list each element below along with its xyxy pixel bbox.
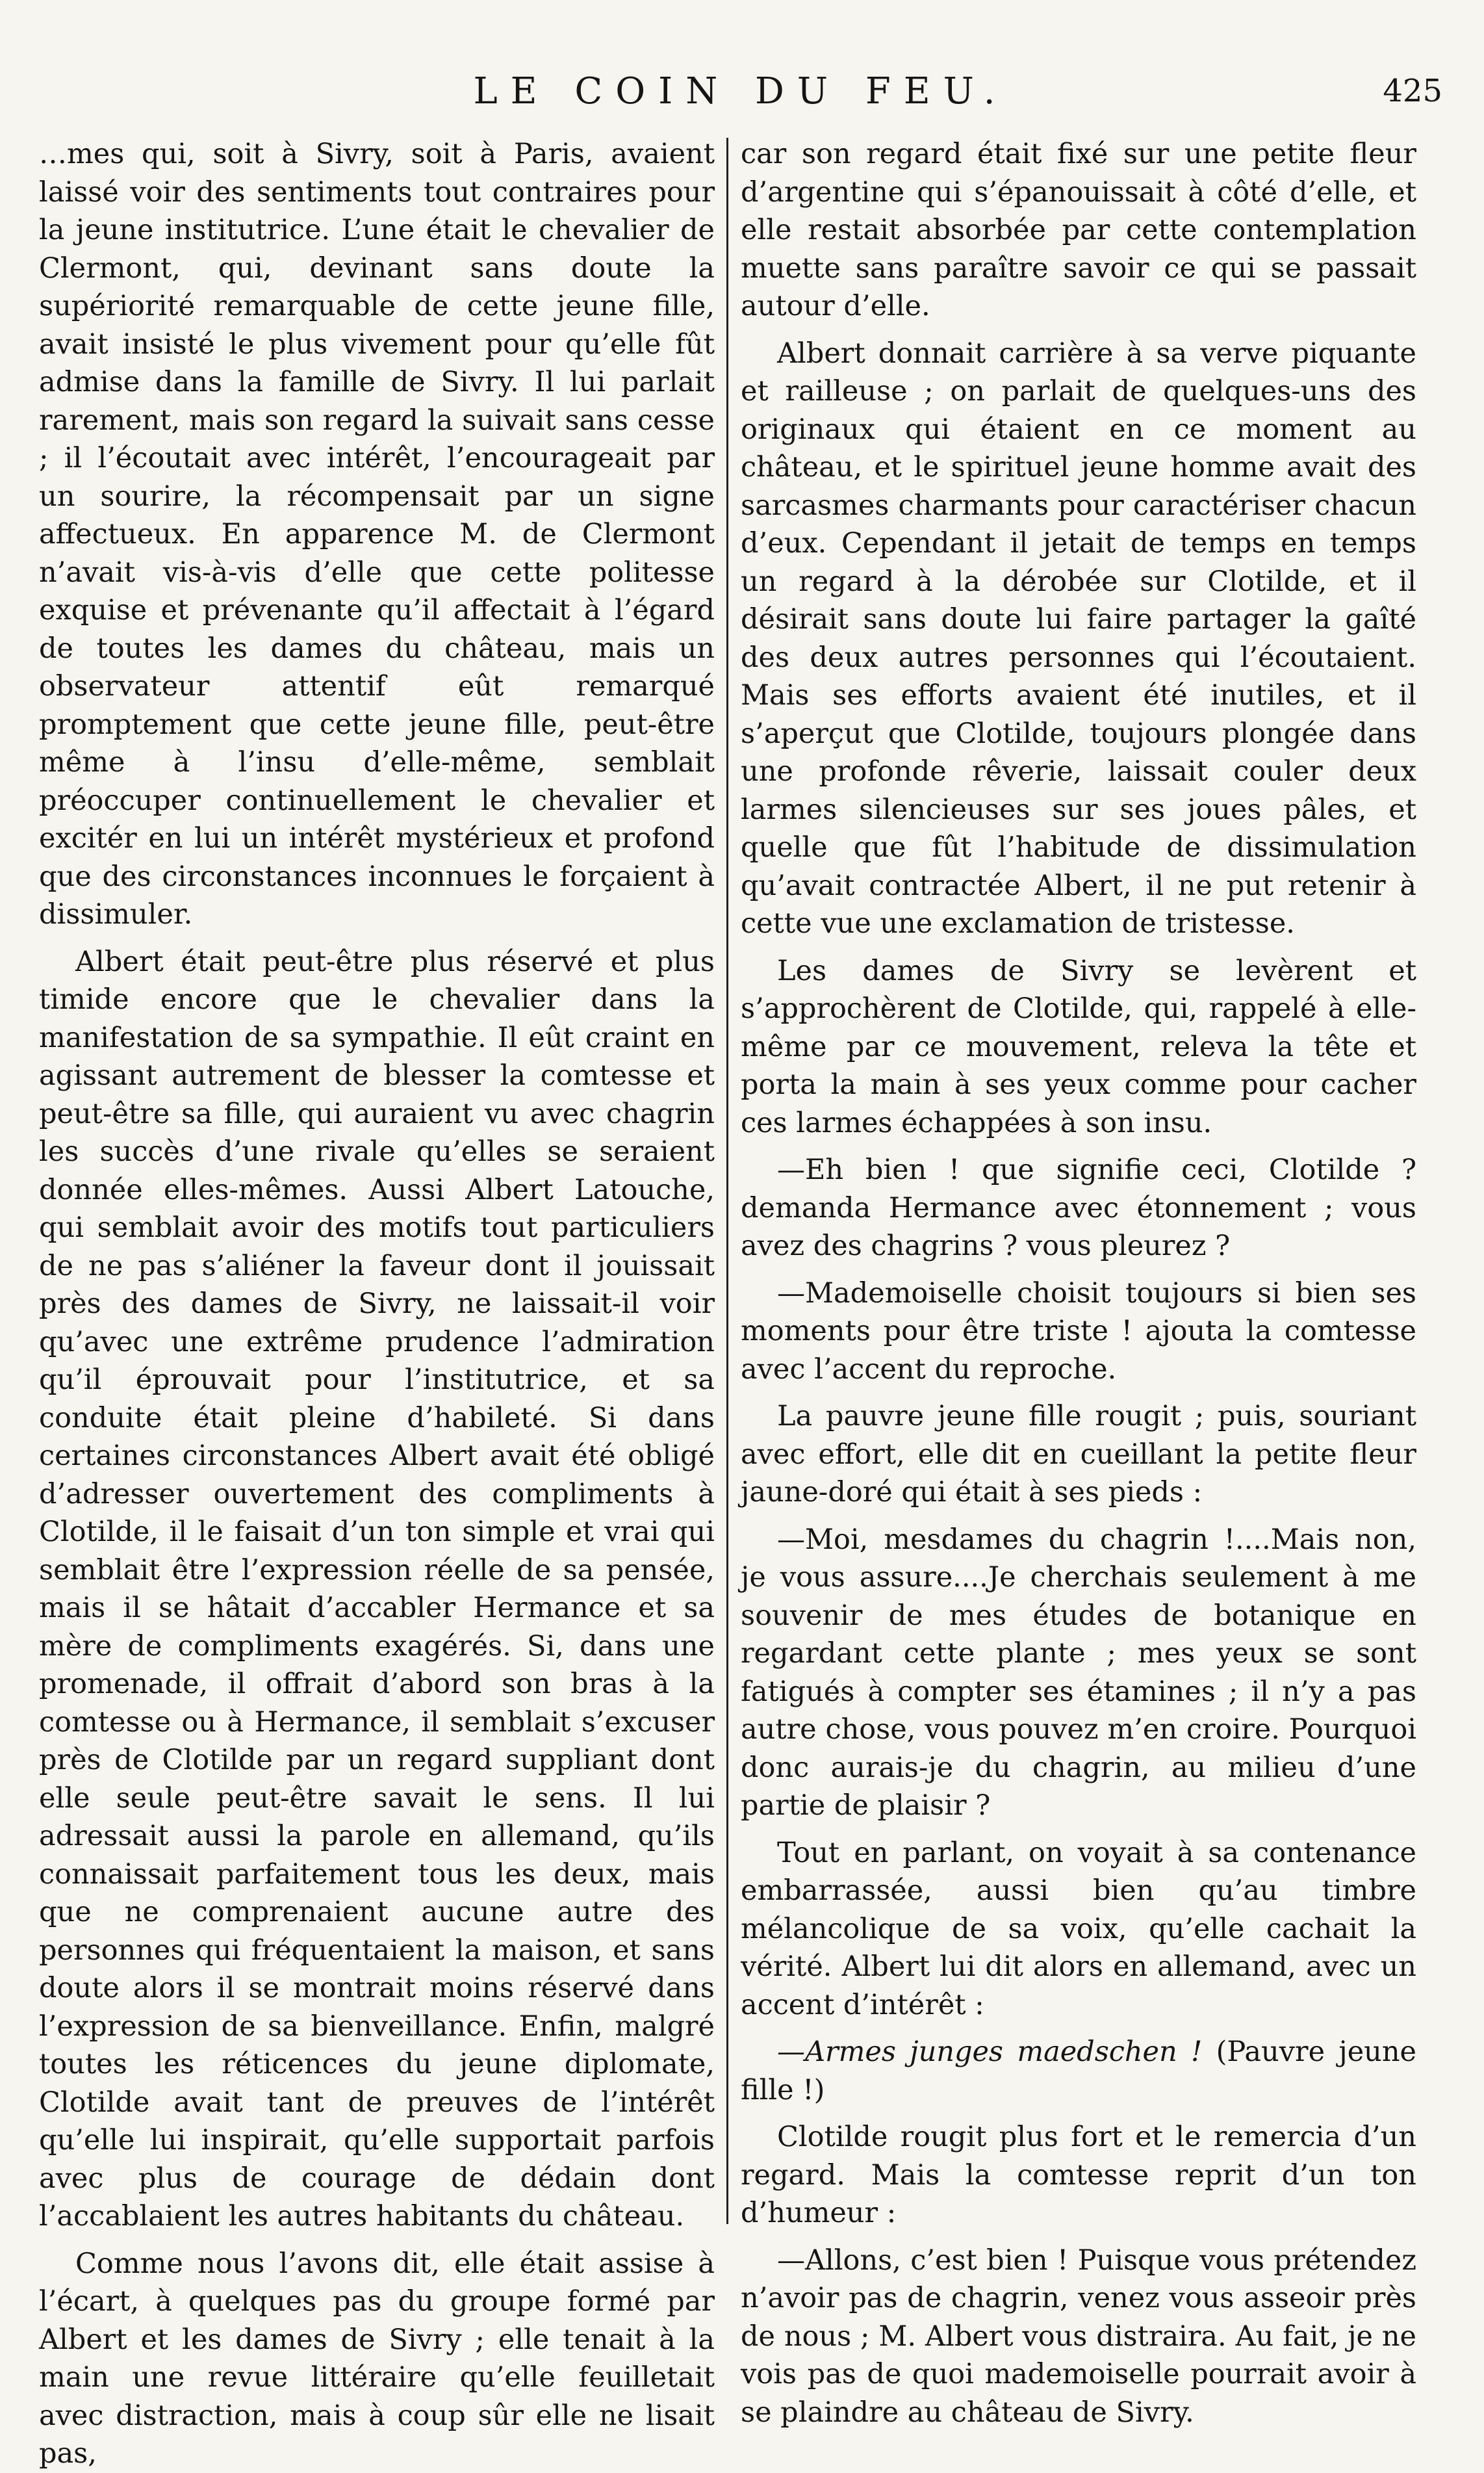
page-header — [39, 70, 1442, 122]
paragraph: Tout en parlant, on voyait à sa contenance embarrassée, aussi bien qu’au timbre mélancolique de sa voix, qu’elle cachait la vérité. Albert lui dit alors en allemand, avec un accent d’intérêt : — [741, 1836, 1416, 2021]
paragraph: Comme nous l’avons dit, elle était assise à l’écart, à quelques pas du groupe formé par Albert et les dames de Sivry ; elle tenait à la main une revue littéraire qu’elle feuilletait avec distraction, mais à coup sûr elle ne lisait pas, — [39, 2247, 715, 2470]
dialogue-paragraph: —Mademoiselle choisit toujours si bien ses moments pour être triste ! ajouta la comtesse avec l’accent du reproche. — [741, 1276, 1416, 1386]
column-divider — [726, 138, 728, 2224]
dialogue-paragraph: —Moi, mesdames du chagrin !....Mais non, je vous assure....Je cherchais seulement à me souvenir de mes études de botanique en regardant cette plante ; mes yeux se sont fatigués à compter ses étamines ; il n’y a pas autre chose, vous pouvez m’en croire. Pourquoi donc aurais-je du chagrin, au milieu d’une partie de plaisir ? — [741, 1523, 1416, 1822]
running-title: LE COIN DU FEU. — [473, 70, 1008, 112]
right-column — [741, 135, 1416, 2429]
page-number: 425 — [1383, 73, 1442, 109]
translation: (Pauvre jeune fille !) — [741, 2036, 1416, 2106]
left-column — [39, 135, 715, 2470]
paragraph: Albert donnait carrière à sa verve piquante et railleuse ; on parlait de quelques-uns des originaux qui étaient en ce moment au château, et le spirituel jeune homme avait des sarcasmes charmants pour caractériser chacun d’eux. Cependant il jetait de temps en temps un regard à la dérobée sur Clotilde, et il désirait sans doute lui faire partager la gaîté des deux autres personnes qui l’écoutaient. Mais ses efforts avaient été inutiles, et il s’aperçut que Clotilde, toujours plongée dans une profonde rêverie, laissait couler deux larmes silencieuses sur ses joues pâles, et quelle que fût l’habitude de dissimulation qu’avait contractée Albert, il ne put retenir à cette vue une exclamation de tristesse. — [741, 337, 1416, 940]
dialogue-paragraph: —Allons, c’est bien ! Puisque vous prétendez n’avoir pas de chagrin, venez vous asseoir près de nous ; M. Albert vous distraira. Au fait, je ne vois pas de quoi mademoiselle pourrait avoir à se plaindre au château de Sivry. — [741, 2244, 1416, 2429]
german-phrase: —Armes junges maedschen ! — [777, 2036, 1203, 2068]
paragraph: Les dames de Sivry se levèrent et s’approchèrent de Clotilde, qui, rappelé à elle-même par ce mouvement, releva la tête et porta la main à ses yeux comme pour cacher ces larmes échappées à son insu. — [741, 954, 1416, 1139]
dialogue-paragraph: —Eh bien ! que signifie ceci, Clotilde ? demanda Hermance avec étonnement ; vous avez des chagrins ? vous pleurez ? — [741, 1154, 1416, 1262]
dialogue-paragraph — [741, 2033, 1416, 2109]
paragraph: La pauvre jeune fille rougit ; puis, souriant avec effort, elle dit en cueillant la petite fleur jaune-doré qui était à ses pieds : — [741, 1400, 1416, 1508]
paragraph: Clotilde rougit plus fort et le remercia d’un regard. Mais la comtesse reprit d’un ton d’humeur : — [741, 2121, 1416, 2229]
paragraph: car son regard était fixé sur une petite fleur d’argentine qui s’épanouissait à côté d’elle, et elle restait absorbée par cette contemplation muette sans paraître savoir ce qui se passait autour d’elle. — [741, 138, 1416, 322]
paragraph: Albert était peut-être plus réservé et plus timide encore que le chevalier dans la manifestation de sa sympathie. Il eût craint en agissant autrement de blesser la comtesse et peut-être sa fille, qui auraient vu avec chagrin les succès d’une rivale qu’elles se seraient donnée elles-mêmes. Aussi Albert Latouche, qui semblait avoir des motifs tout particuliers de ne pas s’aliéner la faveur dont il jouissait près des dames de Sivry, ne laissait-il voir qu’avec une extrême prudence l’admiration qu’il éprouvait pour l’institutrice, et sa conduite était pleine d’habileté. Si dans certaines circonstances Albert avait été obligé d’adresser ouvertement des compliments à Clotilde, il le faisait d’un ton simple et vrai qui semblait être l’expression réelle de sa pensée, mais il se hâtait d’accabler Hermance et sa mère de compliments exagérés. Si, dans une promenade, il offrait d’abord son bras à la comtesse ou à Hermance, il semblait s’excuser près de Clotilde par un regard suppliant dont elle seule peut-être savait le sens. Il lui adressait aussi la parole en allemand, qu’ils connaissait parfaitement tous les deux, mais que ne comprenaient aucune autre des personnes qui fréquentaient la maison, et sans doute alors il se montrait moins réservé dans l’expression de sa bienveillance. Enfin, malgré toutes les réticences du jeune diplomate, Clotilde avait tant de preuves de l’intérêt qu’elle lui inspirait, qu’elle supportait parfois avec plus de courage de dédain dont l’accablaient les autres habitants du château. — [39, 945, 715, 2233]
paragraph: …mes qui, soit à Sivry, soit à Paris, avaient laissé voir des sentiments tout contraires pour la jeune institutrice. L’une était le chevalier de Clermont, qui, devinant sans doute la supériorité remarquable de cette jeune fille, avait insisté le plus vivement pour qu’elle fût admise dans la famille de Sivry. Il lui parlait rarement, mais son regard la suivait sans cesse ; il l’écoutait avec intérêt, l’encourageait par un sourire, la récompensait par un signe affectueux. En apparence M. de Clermont n’avait vis-à-vis d’elle que cette politesse exquise et prévenante qu’il affectait à l’égard de toutes les dames du château, mais un observateur attentif eût remarqué promptement que cette jeune fille, peut-être même à l’insu d’elle-même, semblait préoccuper continuellement le chevalier et excitér en lui un intérêt mystérieux et profond que des circonstances inconnues le forçaient à dissimuler. — [39, 138, 715, 931]
